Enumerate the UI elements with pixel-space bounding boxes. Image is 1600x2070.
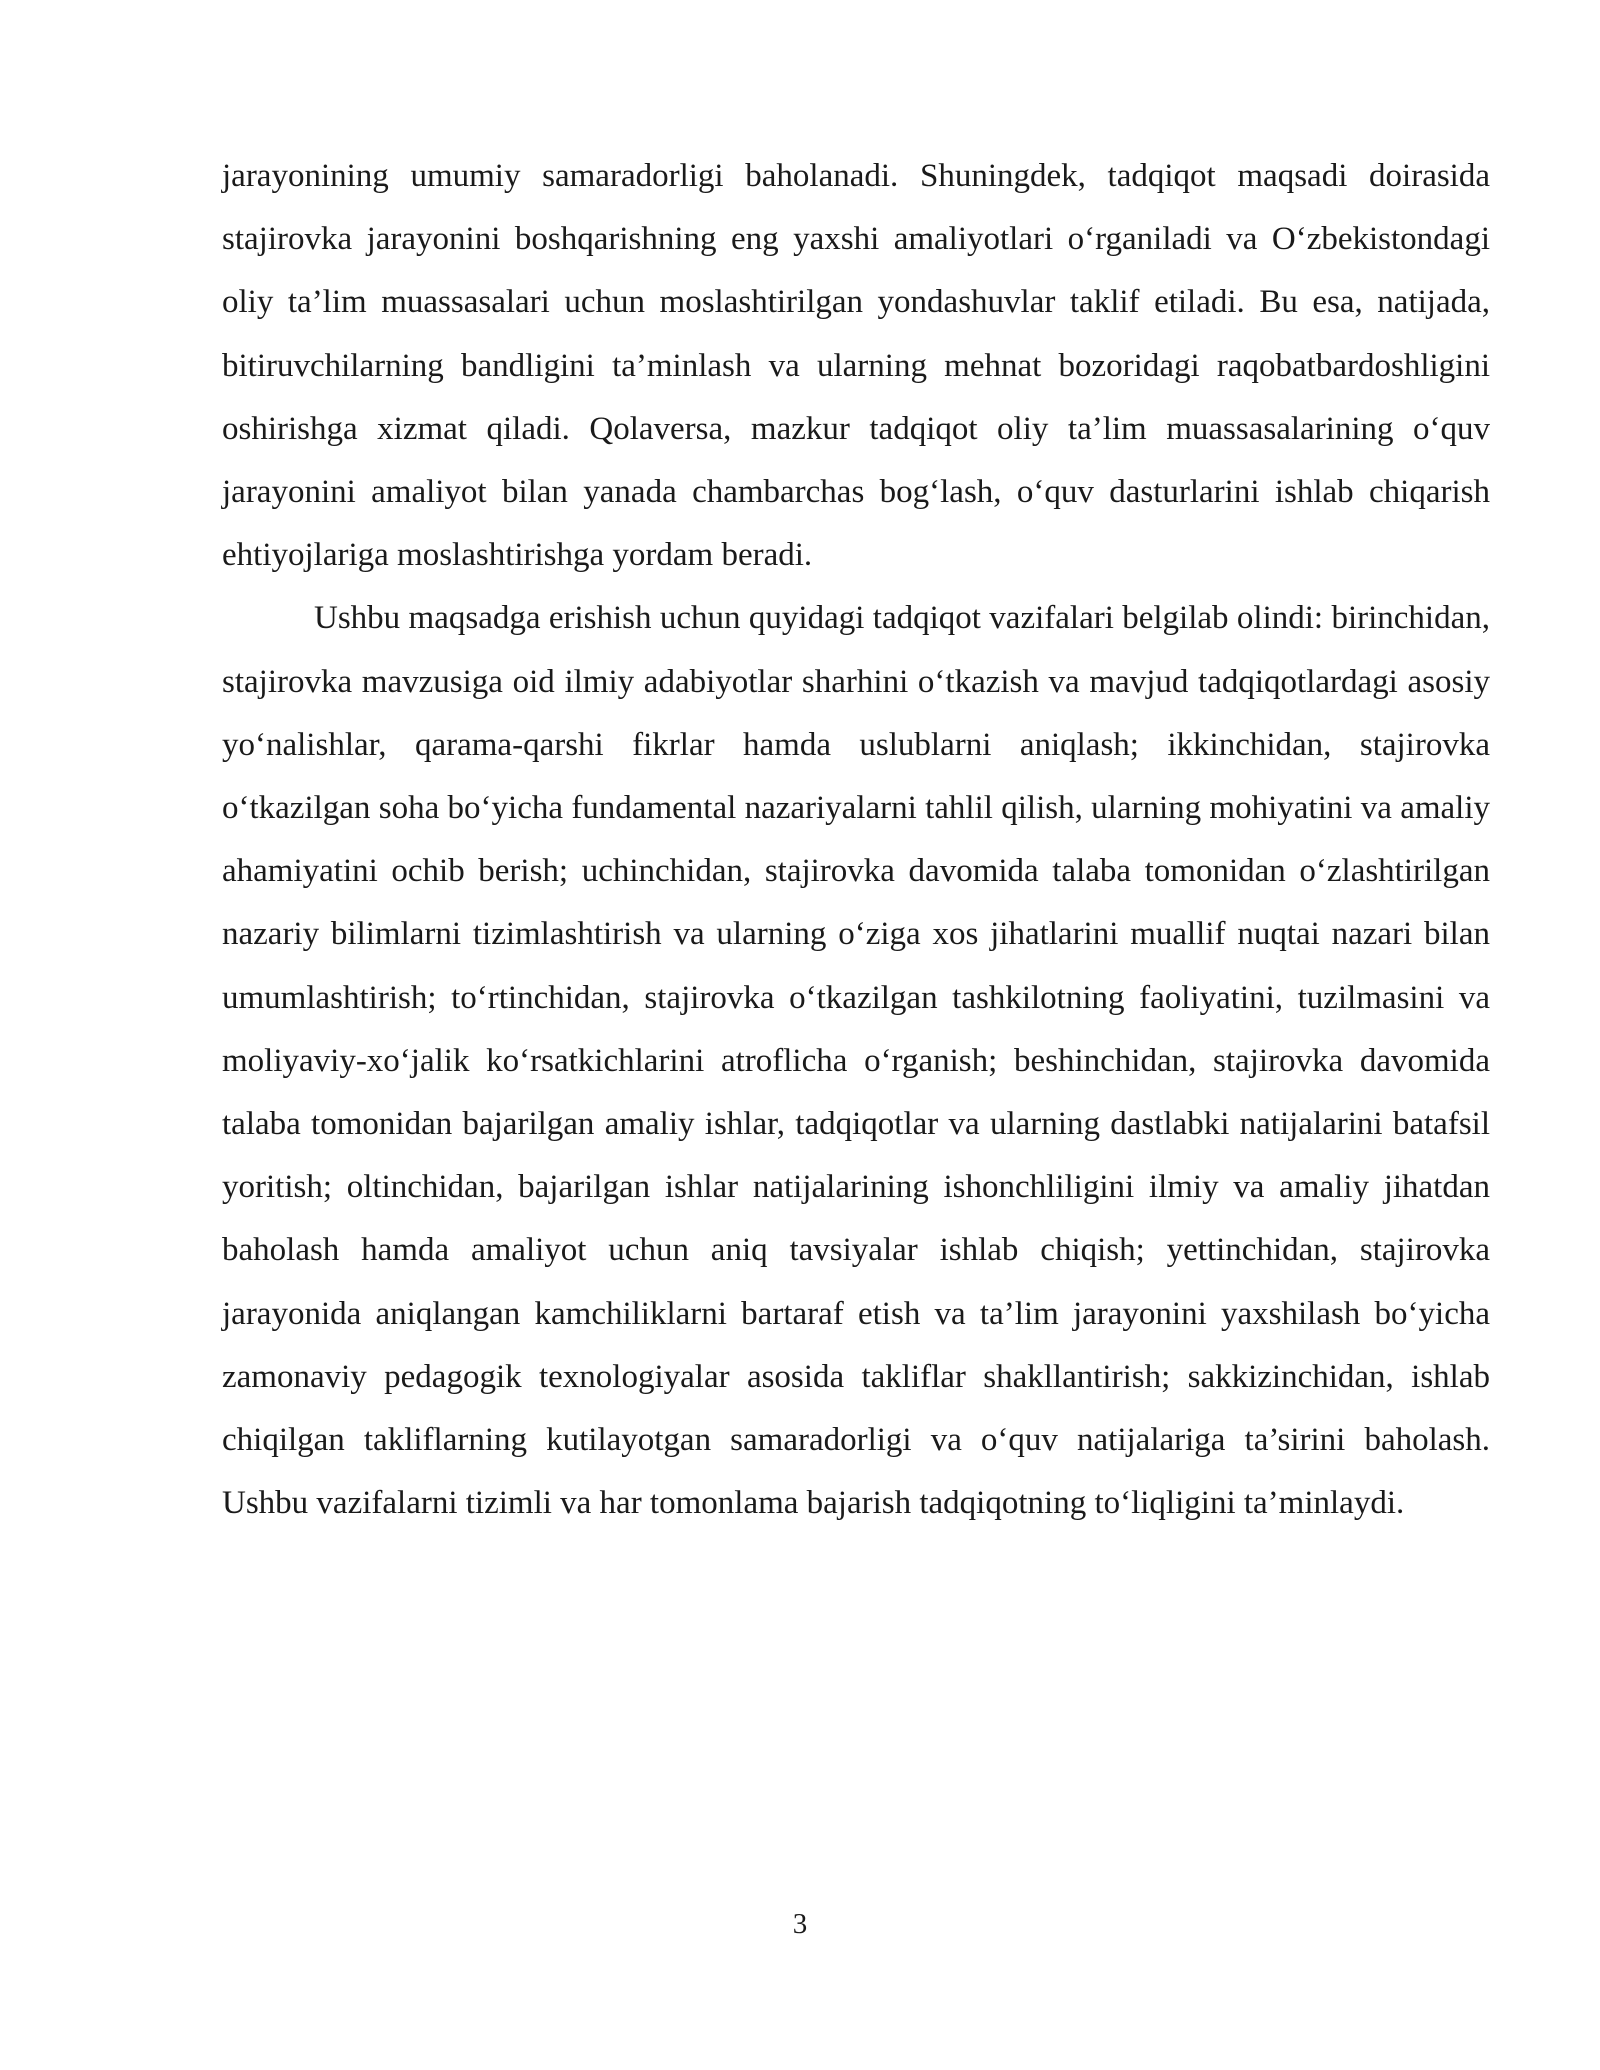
- page-number: 3: [792, 1908, 808, 1940]
- paragraph-research-tasks: Ushbu maqsadga erishish uchun quyidagi tadqiqot vazifalari belgilab olindi: birinchidan, stajirovka mavzusiga oid ilmiy adabiyotlar sharhini o‘tkazish va mavjud tadqiqotlardagi asosiy yo‘nalishlar, qarama-qarshi fikrlar hamda uslublarni aniqlash; ikkinchidan, stajirovka o‘tkazilgan soha bo‘yicha fundamental nazariyalarni tahlil qilish, ularning mohiyatini va amaliy ahamiyatini ochib berish; uchinchidan, stajirovka davomida talaba tomonidan o‘zlashtirilgan nazariy bilimlarni tizimlashtirish va ularning o‘ziga xos jihatlarini muallif nuqtai nazari bilan umumlashtirish; to‘rtinchidan, stajirovka o‘tkazilgan tashkilotning faoliyatini, tuzilmasini va moliyaviy-xo‘jalik ko‘rsatkichlarini atroflicha o‘rganish; beshinchidan, stajirovka davomida talaba tomonidan bajarilgan amaliy ishlar, tadqiqotlar va ularning dastlabki natijalarini batafsil yoritish; oltinchidan, bajarilgan ishlar natijalarining ishonchliligini ilmiy va amaliy jihatdan baholash hamda amaliyot uchun aniq tavsiyalar ishlab chiqish; yettinchidan, stajirovka jarayonida aniqlangan kamchiliklarni bartaraf etish va ta’lim jarayonini yaxshilash bo‘yicha zamonaviy pedagogik texnologiyalar asosida takliflar shakllantirish; sakkizinchidan, ishlab chiqilgan takliflarning kutilayotgan samaradorligi va o‘quv natijalariga ta’sirini baholash. Ushbu vazifalarni tizimli va har tomonlama bajarish tadqiqotning to‘liqligini ta’minlaydi.: [222, 600, 1490, 1522]
- body-text: [222, 145, 1490, 1535]
- paragraph-continuation: jarayonining umumiy samaradorligi baholanadi. Shuningdek, tadqiqot maqsadi doirasida stajirovka jarayonini boshqarishning eng yaxshi amaliyotlari o‘rganiladi va O‘zbekistondagi oliy ta’lim muassasalari uchun moslashtirilgan yondashuvlar taklif etiladi. Bu esa, natijada, bitiruvchilarning bandligini ta’minlash va ularning mehnat bozoridagi raqobatbardoshligini oshirishga xizmat qiladi. Qolaversa, mazkur tadqiqot oliy ta’lim muassasalarining o‘quv jarayonini amaliyot bilan yanada chambarchas bog‘lash, o‘quv dasturlarini ishlab chiqarish ehtiyojlariga moslashtirishga yordam beradi.: [222, 158, 1490, 574]
